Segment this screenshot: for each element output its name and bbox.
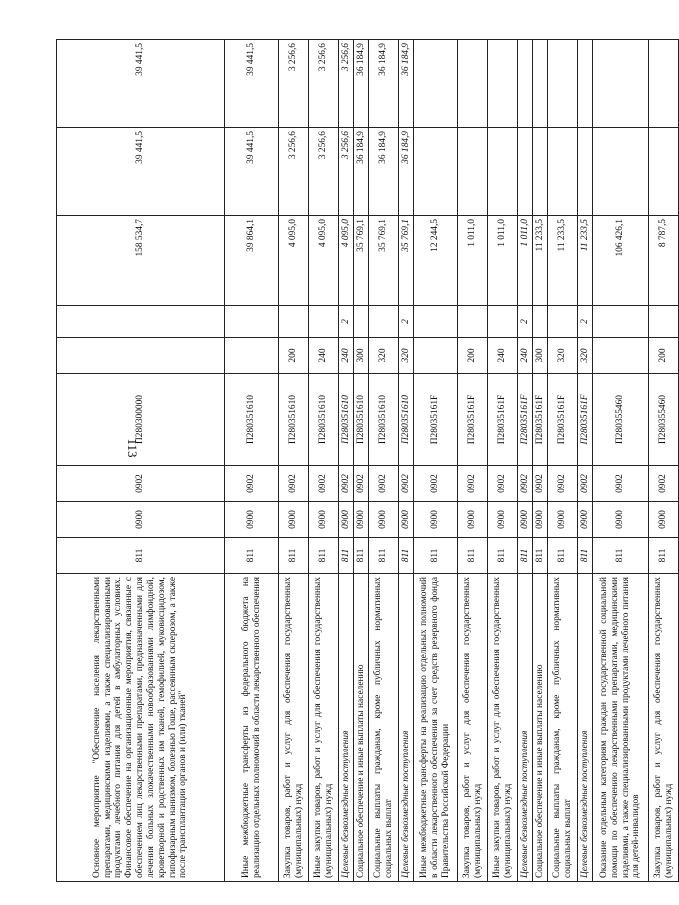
budget-table [56, 39, 679, 882]
amount-year-1: 35 769,1 [369, 216, 399, 306]
amount-year-1: 11 233,5 [578, 216, 593, 306]
note-mark [488, 306, 518, 338]
amount-year-2 [649, 128, 679, 216]
subsection-code: 0902 [354, 466, 369, 502]
table-row [279, 40, 309, 882]
amount-year-1: 1 011,0 [518, 216, 533, 306]
expense-type-code: 320 [369, 338, 399, 374]
section-code: 0900 [354, 502, 369, 538]
ministry-code: 811 [225, 538, 279, 574]
row-name: Целевые безвозмездные поступления [518, 574, 533, 882]
target-article-code: П28035161F [488, 374, 518, 466]
subsection-code: 0902 [414, 466, 458, 502]
row-name: Иные закупки товаров, работ и услуг для обеспечения государственных (муниципальных) нужд [309, 574, 339, 882]
amount-year-2 [578, 128, 593, 216]
section-code: 0900 [309, 502, 339, 538]
target-article-code: П280351610 [225, 374, 279, 466]
amount-year-3 [488, 40, 518, 128]
amount-year-1: 39 864,1 [225, 216, 279, 306]
expense-type-code: 200 [649, 338, 679, 374]
amount-year-2 [593, 128, 649, 216]
row-name: Основное мероприятие "Обеспечение населения лекарственными препаратами, медицинскими изделиями, а также специализированными продуктами лечебного питания для детей в амбулаторных условиях. Финансовое обеспечение на организационные мероприятия, связанные с обеспечением лиц лекарственными препаратами, предназначенными для лечения больных злокачественными новообразованиями лимфоидной, кроветворной и родственных им тканей, гемофилией, муковисцидозом, гипофизарным нанизмом, болезнью Гоше, рассеянным склерозом, а также после трансплантации органов и (или) тканей" [57, 574, 225, 882]
amount-year-2: 36 184,9 [354, 128, 369, 216]
row-name: Закупка товаров, работ и услуг для обеспечения государственных (муниципальных) нужд [649, 574, 679, 882]
note-mark [533, 306, 548, 338]
section-code: 0900 [339, 502, 354, 538]
expense-type-code: 300 [533, 338, 548, 374]
ministry-code: 811 [578, 538, 593, 574]
amount-year-2 [488, 128, 518, 216]
target-article-code: П28035161F [458, 374, 488, 466]
ministry-code: 811 [518, 538, 533, 574]
expense-type-code [593, 338, 649, 374]
amount-year-2: 3 256,6 [339, 128, 354, 216]
expense-type-code: 200 [279, 338, 309, 374]
amount-year-3: 36 184,9 [369, 40, 399, 128]
subsection-code: 0902 [578, 466, 593, 502]
ministry-code: 811 [458, 538, 488, 574]
amount-year-3 [518, 40, 533, 128]
section-code: 0900 [458, 502, 488, 538]
amount-year-1: 11 233,5 [533, 216, 548, 306]
amount-year-1: 8 787,5 [649, 216, 679, 306]
target-article-code: П280351610 [354, 374, 369, 466]
subsection-code: 0902 [369, 466, 399, 502]
table-row [57, 40, 225, 882]
note-mark [458, 306, 488, 338]
table-row [548, 40, 578, 882]
row-name: Иные межбюджетные трансферты на реализацию отдельных полномочий в области лекарственного обеспечения за счет средств резервного фонда Правительства Российской Федерации [414, 574, 458, 882]
row-name: Иные межбюджетные трансферты из федерального бюджета на реализацию отдельных полномочий в области лекарственного обеспечения [225, 574, 279, 882]
note-mark [225, 306, 279, 338]
amount-year-3 [533, 40, 548, 128]
amount-year-3: 3 256,6 [279, 40, 309, 128]
amount-year-3: 36 184,9 [354, 40, 369, 128]
note-mark [309, 306, 339, 338]
subsection-code: 0902 [488, 466, 518, 502]
row-name: Социальные выплаты гражданам, кроме публичных нормативных социальных выплат [548, 574, 578, 882]
amount-year-2: 3 256,6 [279, 128, 309, 216]
section-code: 0900 [488, 502, 518, 538]
ministry-code: 811 [354, 538, 369, 574]
table-row [339, 40, 354, 882]
ministry-code: 811 [369, 538, 399, 574]
table-row [399, 40, 414, 882]
amount-year-1: 11 233,5 [548, 216, 578, 306]
section-code: 0900 [649, 502, 679, 538]
table-row [593, 40, 649, 882]
expense-type-code: 200 [458, 338, 488, 374]
target-article-code: П280351610 [309, 374, 339, 466]
expense-type-code: 320 [578, 338, 593, 374]
expense-type-code: 240 [488, 338, 518, 374]
table-row [369, 40, 399, 882]
amount-year-1: 4 095,0 [339, 216, 354, 306]
subsection-code: 0902 [593, 466, 649, 502]
amount-year-1: 12 244,5 [414, 216, 458, 306]
row-name: Социальное обеспечение и иные выплаты населению [533, 574, 548, 882]
note-mark: 2 [339, 306, 354, 338]
table-row [533, 40, 548, 882]
expense-type-code: 240 [309, 338, 339, 374]
ministry-code: 811 [649, 538, 679, 574]
subsection-code: 0902 [649, 466, 679, 502]
amount-year-3: 36 184,9 [399, 40, 414, 128]
ministry-code: 811 [548, 538, 578, 574]
section-code: 0900 [225, 502, 279, 538]
target-article-code: П280351610 [339, 374, 354, 466]
page-number: 113 [125, 438, 140, 458]
amount-year-2 [533, 128, 548, 216]
subsection-code: 0902 [548, 466, 578, 502]
subsection-code: 0902 [225, 466, 279, 502]
ministry-code: 811 [533, 538, 548, 574]
target-article-code: П280351610 [369, 374, 399, 466]
expense-type-code [57, 338, 225, 374]
row-name: Оказание отдельным категориям граждан государственной социальной помощи по обеспечению лекарственными препаратами, медицинскими изделиями, а также специализированными продуктами лечебного питания для детей-инвалидов [593, 574, 649, 882]
target-article-code: П28035161F [414, 374, 458, 466]
section-code: 0900 [279, 502, 309, 538]
expense-type-code [414, 338, 458, 374]
amount-year-2: 39 441,5 [225, 128, 279, 216]
row-name: Социальное обеспечение и иные выплаты населению [354, 574, 369, 882]
subsection-code: 0902 [309, 466, 339, 502]
section-code: 0900 [414, 502, 458, 538]
amount-year-1: 35 769,1 [354, 216, 369, 306]
section-code: 0900 [578, 502, 593, 538]
ministry-code: 811 [309, 538, 339, 574]
section-code: 0900 [369, 502, 399, 538]
amount-year-3: 39 441,5 [225, 40, 279, 128]
section-code: 0900 [548, 502, 578, 538]
target-article-code: П280355460 [593, 374, 649, 466]
note-mark: 2 [578, 306, 593, 338]
amount-year-1: 4 095,0 [279, 216, 309, 306]
table-row [458, 40, 488, 882]
section-code: 0900 [533, 502, 548, 538]
amount-year-1: 35 769,1 [399, 216, 414, 306]
amount-year-1: 158 534,7 [57, 216, 225, 306]
row-name: Закупка товаров, работ и услуг для обеспечения государственных (муниципальных) нужд [279, 574, 309, 882]
amount-year-1: 106 426,1 [593, 216, 649, 306]
table-row [414, 40, 458, 882]
amount-year-1: 1 011,0 [488, 216, 518, 306]
amount-year-3: 3 256,6 [339, 40, 354, 128]
ministry-code: 811 [593, 538, 649, 574]
amount-year-2 [548, 128, 578, 216]
ministry-code: 811 [279, 538, 309, 574]
section-code: 0900 [399, 502, 414, 538]
ministry-code: 811 [488, 538, 518, 574]
table-row [488, 40, 518, 882]
amount-year-3 [593, 40, 649, 128]
target-article-code: П28035161F [578, 374, 593, 466]
subsection-code: 0902 [57, 466, 225, 502]
row-name: Целевые безвозмездные поступления [578, 574, 593, 882]
table-row [578, 40, 593, 882]
target-article-code: П28035161F [548, 374, 578, 466]
target-article-code: П280351610 [399, 374, 414, 466]
note-mark [414, 306, 458, 338]
expense-type-code: 320 [548, 338, 578, 374]
amount-year-2 [518, 128, 533, 216]
ministry-code: 811 [399, 538, 414, 574]
note-mark [548, 306, 578, 338]
note-mark [279, 306, 309, 338]
ministry-code: 811 [414, 538, 458, 574]
note-mark [57, 306, 225, 338]
amount-year-2 [414, 128, 458, 216]
section-code: 0900 [518, 502, 533, 538]
expense-type-code: 240 [518, 338, 533, 374]
amount-year-3 [548, 40, 578, 128]
amount-year-2: 36 184,9 [399, 128, 414, 216]
subsection-code: 0902 [279, 466, 309, 502]
table-row [649, 40, 679, 882]
ministry-code: 811 [57, 538, 225, 574]
budget-table-rotated [56, 40, 674, 882]
amount-year-2 [458, 128, 488, 216]
subsection-code: 0902 [339, 466, 354, 502]
amount-year-3 [578, 40, 593, 128]
row-name: Социальные выплаты гражданам, кроме публичных нормативных социальных выплат [369, 574, 399, 882]
section-code: 0900 [57, 502, 225, 538]
target-article-code: П280351610 [279, 374, 309, 466]
amount-year-2: 36 184,9 [369, 128, 399, 216]
row-name: Целевые безвозмездные поступления [399, 574, 414, 882]
section-code: 0900 [593, 502, 649, 538]
amount-year-3: 3 256,6 [309, 40, 339, 128]
target-article-code: П28035161F [518, 374, 533, 466]
row-name: Целевые безвозмездные поступления [339, 574, 354, 882]
table-body [57, 40, 679, 882]
amount-year-3 [649, 40, 679, 128]
amount-year-1: 1 011,0 [458, 216, 488, 306]
amount-year-2: 3 256,6 [309, 128, 339, 216]
note-mark [593, 306, 649, 338]
note-mark [369, 306, 399, 338]
expense-type-code: 240 [339, 338, 354, 374]
amount-year-2: 39 441,5 [57, 128, 225, 216]
target-article-code: П280300000 [57, 374, 225, 466]
table-row [309, 40, 339, 882]
expense-type-code: 320 [399, 338, 414, 374]
subsection-code: 0902 [458, 466, 488, 502]
amount-year-3 [414, 40, 458, 128]
expense-type-code [225, 338, 279, 374]
target-article-code: П28035161F [533, 374, 548, 466]
amount-year-3 [458, 40, 488, 128]
note-mark [649, 306, 679, 338]
expense-type-code: 300 [354, 338, 369, 374]
subsection-code: 0902 [399, 466, 414, 502]
amount-year-3: 39 441,5 [57, 40, 225, 128]
subsection-code: 0902 [533, 466, 548, 502]
row-name: Иные закупки товаров, работ и услуг для обеспечения государственных (муниципальных) нужд [488, 574, 518, 882]
table-row [354, 40, 369, 882]
amount-year-1: 4 095,0 [309, 216, 339, 306]
table-row [518, 40, 533, 882]
target-article-code: П280355460 [649, 374, 679, 466]
table-row [225, 40, 279, 882]
ministry-code: 811 [339, 538, 354, 574]
note-mark [354, 306, 369, 338]
note-mark: 2 [399, 306, 414, 338]
note-mark: 2 [518, 306, 533, 338]
subsection-code: 0902 [518, 466, 533, 502]
row-name: Закупка товаров, работ и услуг для обеспечения государственных (муниципальных) нужд [458, 574, 488, 882]
